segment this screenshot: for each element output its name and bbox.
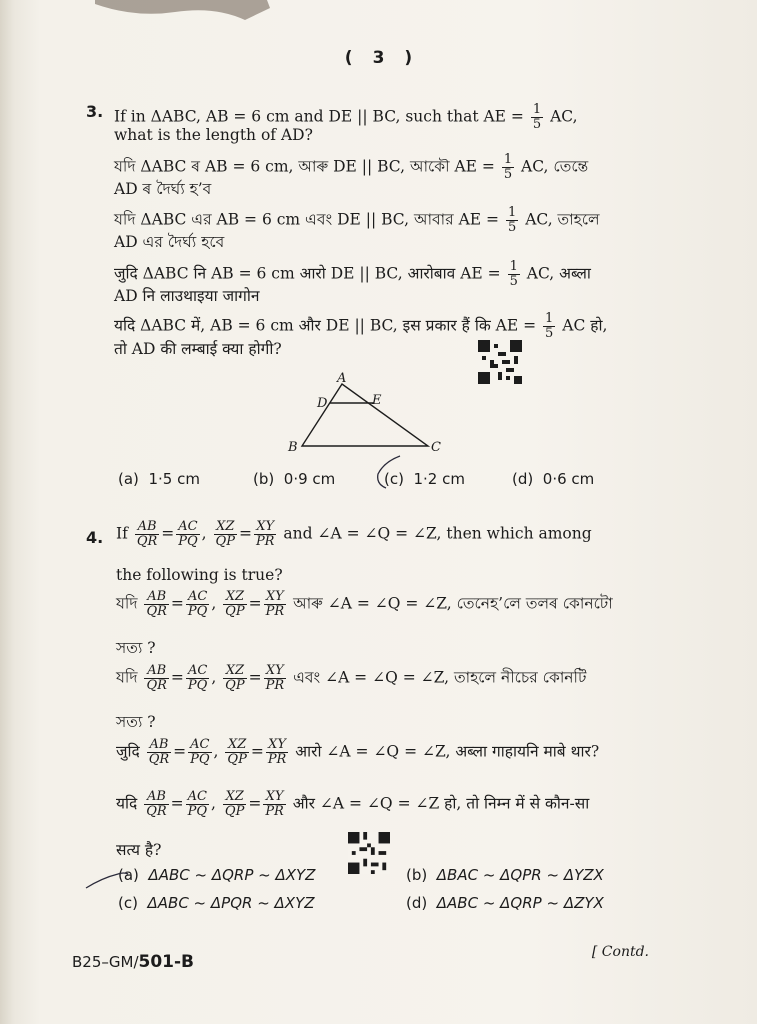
triangle-figure bbox=[280, 372, 450, 452]
q3-bodo-line2: AD नि लाउथाइया जागोन bbox=[114, 287, 260, 305]
q3-english-line2: what is the length of AD? bbox=[114, 126, 313, 144]
q4-bodo-prefix: जुदि bbox=[116, 742, 140, 761]
q3-bodo-text: जुदि ΔABC नि AB = 6 cm आरो DE || BC, आरोबाव AE = bbox=[114, 264, 501, 283]
q3-hindi-line2: तो AD की लम्बाई क्या होगी? bbox=[114, 340, 282, 358]
q3-hindi-tail: AC हो, bbox=[562, 316, 608, 335]
q4-bengali-prefix: যদি bbox=[116, 668, 138, 687]
fraction-xz-qp: $\frac{XZ}{QP}$ bbox=[215, 519, 235, 549]
fraction-ac-pq: $\frac{AC}{PQ}$ bbox=[187, 589, 208, 619]
fraction-xz-qp: $\frac{XZ}{QP}$ bbox=[227, 737, 247, 767]
fraction-xy-pr: $\frac{XY}{PR}$ bbox=[265, 663, 285, 693]
fraction-xy-pr: $\frac{XY}{PR}$ bbox=[255, 519, 275, 549]
fraction: $\frac{1}{5}$ bbox=[503, 152, 513, 182]
qr-code-icon bbox=[478, 340, 522, 384]
q4-hindi-prefix: यदि bbox=[116, 794, 138, 813]
q4-bengali-tail: এবং ∠A = ∠Q = ∠Z, তাহলে নীচের কোনটি bbox=[293, 668, 587, 687]
fraction-xz-qp: $\frac{XZ}{QP}$ bbox=[225, 589, 245, 619]
q4-assamese-line1: যদি $\frac{AB}{QR}$ = $\frac{AC}{PQ}$ , $\frac{XZ}{QP}$ = $\frac{XY}{PR}$ আৰু ∠A = ∠Q = ∠Z, তেনেহ’লে তলৰ কোনটো bbox=[116, 589, 613, 619]
fraction-xz-qp: $\frac{XZ}{QP}$ bbox=[224, 789, 245, 819]
fraction: $\frac{1}{5}$ bbox=[532, 102, 542, 132]
figure-label-e: E bbox=[372, 393, 382, 408]
q4-english-tail: and ∠A = ∠Q = ∠Z, then which among bbox=[283, 524, 592, 543]
fraction-ab-qr: $\frac{AB}{QR}$ bbox=[146, 663, 167, 693]
q3-option-a[interactable]: (a) 1·5 cm bbox=[118, 470, 200, 488]
fraction: $\frac{1}{5}$ bbox=[507, 205, 517, 235]
continued-marker: [ Contd. bbox=[591, 944, 649, 960]
q4-hindi-tail: और ∠A = ∠Q = ∠Z हो, तो निम्न में से कौन-सा bbox=[292, 794, 590, 813]
q4-bodo-tail: आरो ∠A = ∠Q = ∠Z, अब्ला गाहायनि माबे थार? bbox=[295, 742, 600, 761]
fraction-xz-qp: $\frac{XZ}{QP}$ bbox=[225, 663, 245, 693]
q4-english-line1: If $\frac{AB}{QR}$ = $\frac{AC}{PQ}$ , $\frac{XZ}{QP}$ = $\frac{XY}{PR}$ and ∠A = ∠Q = ∠Z, then which among bbox=[116, 519, 592, 549]
fraction-ac-pq: $\frac{AC}{PQ}$ bbox=[187, 663, 208, 693]
fraction-ac-pq: $\frac{AC}{PQ}$ bbox=[178, 519, 198, 549]
q4-option-d[interactable]: (d) ΔABC ~ ΔQRP ~ ΔZYX bbox=[406, 894, 604, 912]
fraction-xy-pr: $\frac{XY}{PR}$ bbox=[265, 589, 285, 619]
fraction-ab-qr: $\frac{AB}{QR}$ bbox=[136, 519, 158, 549]
figure-label-c: C bbox=[431, 440, 441, 452]
q3-hindi-text: यदि ΔABC में, AB = 6 cm और DE || BC, इस प्रकार हैं कि AE = bbox=[114, 316, 537, 335]
q3-english-text: If in ΔABC, AB = 6 cm and DE || BC, such that AE = bbox=[114, 107, 524, 126]
fraction-ab-qr: $\frac{AB}{QR}$ bbox=[148, 737, 170, 767]
fraction-ac-pq: $\frac{AC}{PQ}$ bbox=[190, 737, 210, 767]
q4-assamese-tail: আৰু ∠A = ∠Q = ∠Z, তেনেহ’লে তলৰ কোনটো bbox=[293, 594, 613, 613]
fraction-ab-qr: $\frac{AB}{QR}$ bbox=[146, 589, 167, 619]
q4-assamese-prefix: যদি bbox=[116, 594, 138, 613]
q3-bengali-text: যদি ΔABC এর AB = 6 cm এবং DE || BC, আবার AE = bbox=[114, 210, 500, 229]
q3-option-d[interactable]: (d) 0·6 cm bbox=[512, 470, 595, 488]
fraction: $\frac{1}{5}$ bbox=[509, 259, 518, 289]
q4-bengali-line2: সত্য ? bbox=[116, 713, 156, 731]
fraction-xy-pr: $\frac{XY}{PR}$ bbox=[265, 789, 284, 819]
question-3-number: 3. bbox=[86, 102, 104, 121]
q3-english-tail: AC, bbox=[550, 107, 578, 126]
paper-code: B25–GM/501-B bbox=[72, 952, 194, 972]
fraction-xy-pr: $\frac{XY}{PR}$ bbox=[267, 737, 287, 767]
figure-label-a: A bbox=[337, 372, 347, 386]
fraction-ac-pq: $\frac{AC}{PQ}$ bbox=[187, 789, 208, 819]
q3-option-c[interactable]: (c) 1·2 cm bbox=[384, 470, 465, 488]
q4-option-c[interactable]: (c) ΔABC ~ ΔPQR ~ ΔXYZ bbox=[118, 894, 315, 912]
q4-assamese-line2: সত্য ? bbox=[116, 639, 156, 657]
q4-english-prefix: If bbox=[116, 524, 128, 543]
fraction: $\frac{1}{5}$ bbox=[545, 311, 554, 341]
q4-option-b[interactable]: (b) ΔBAC ~ ΔQPR ~ ΔYZX bbox=[406, 866, 604, 884]
q3-assamese-line2: AD ৰ দৈৰ্ঘ্য হ’ব bbox=[114, 180, 212, 198]
q3-bengali-line2: AD এর দৈর্ঘ্য হবে bbox=[114, 233, 225, 251]
page-number: ( 3 ) bbox=[344, 48, 413, 68]
q4-bengali-line1: যদি $\frac{AB}{QR}$ = $\frac{AC}{PQ}$ , $\frac{XZ}{QP}$ = $\frac{XY}{PR}$ এবং ∠A = ∠Q = ∠Z, তাহলে নীচের কোনটি bbox=[116, 663, 587, 693]
handwritten-tick-mark bbox=[370, 452, 404, 492]
q4-option-a[interactable]: (a) ΔABC ~ ΔQRP ~ ΔXYZ bbox=[118, 866, 316, 884]
question-4-number: 4. bbox=[86, 528, 104, 547]
torn-edge-mark bbox=[95, 0, 270, 28]
q4-hindi-line1: यदि $\frac{AB}{QR}$ = $\frac{AC}{PQ}$ , $\frac{XZ}{QP}$ = $\frac{XY}{PR}$ और ∠A = ∠Q = ∠Z हो, तो निम्न में से कौन-सा bbox=[116, 789, 590, 819]
q4-bodo-line1: जुदि $\frac{AB}{QR}$ = $\frac{AC}{PQ}$ , $\frac{XZ}{QP}$ = $\frac{XY}{PR}$ आरो ∠A = ∠Q = ∠Z, अब्ला गाहायनि माबे थार? bbox=[116, 737, 600, 767]
q4-english-line2: the following is true? bbox=[116, 566, 283, 584]
q3-bodo-tail: AC, अब्ला bbox=[526, 264, 591, 283]
q4-hindi-line2: सत्य है? bbox=[116, 841, 162, 859]
figure-label-d: D bbox=[317, 396, 328, 411]
fraction-ab-qr: $\frac{AB}{QR}$ bbox=[146, 789, 167, 819]
q3-bengali-tail: AC, তাহলে bbox=[525, 210, 600, 229]
figure-label-b: B bbox=[288, 440, 298, 452]
handwritten-tick-mark bbox=[84, 866, 130, 892]
q3-assamese-tail: AC, তেন্তে bbox=[521, 157, 589, 176]
q3-assamese-text: যদি ΔABC ৰ AB = 6 cm, আৰু DE || BC, আকৌ AE = bbox=[114, 157, 495, 176]
qr-code-icon bbox=[348, 832, 390, 874]
q3-option-b[interactable]: (b) 0·9 cm bbox=[253, 470, 336, 488]
